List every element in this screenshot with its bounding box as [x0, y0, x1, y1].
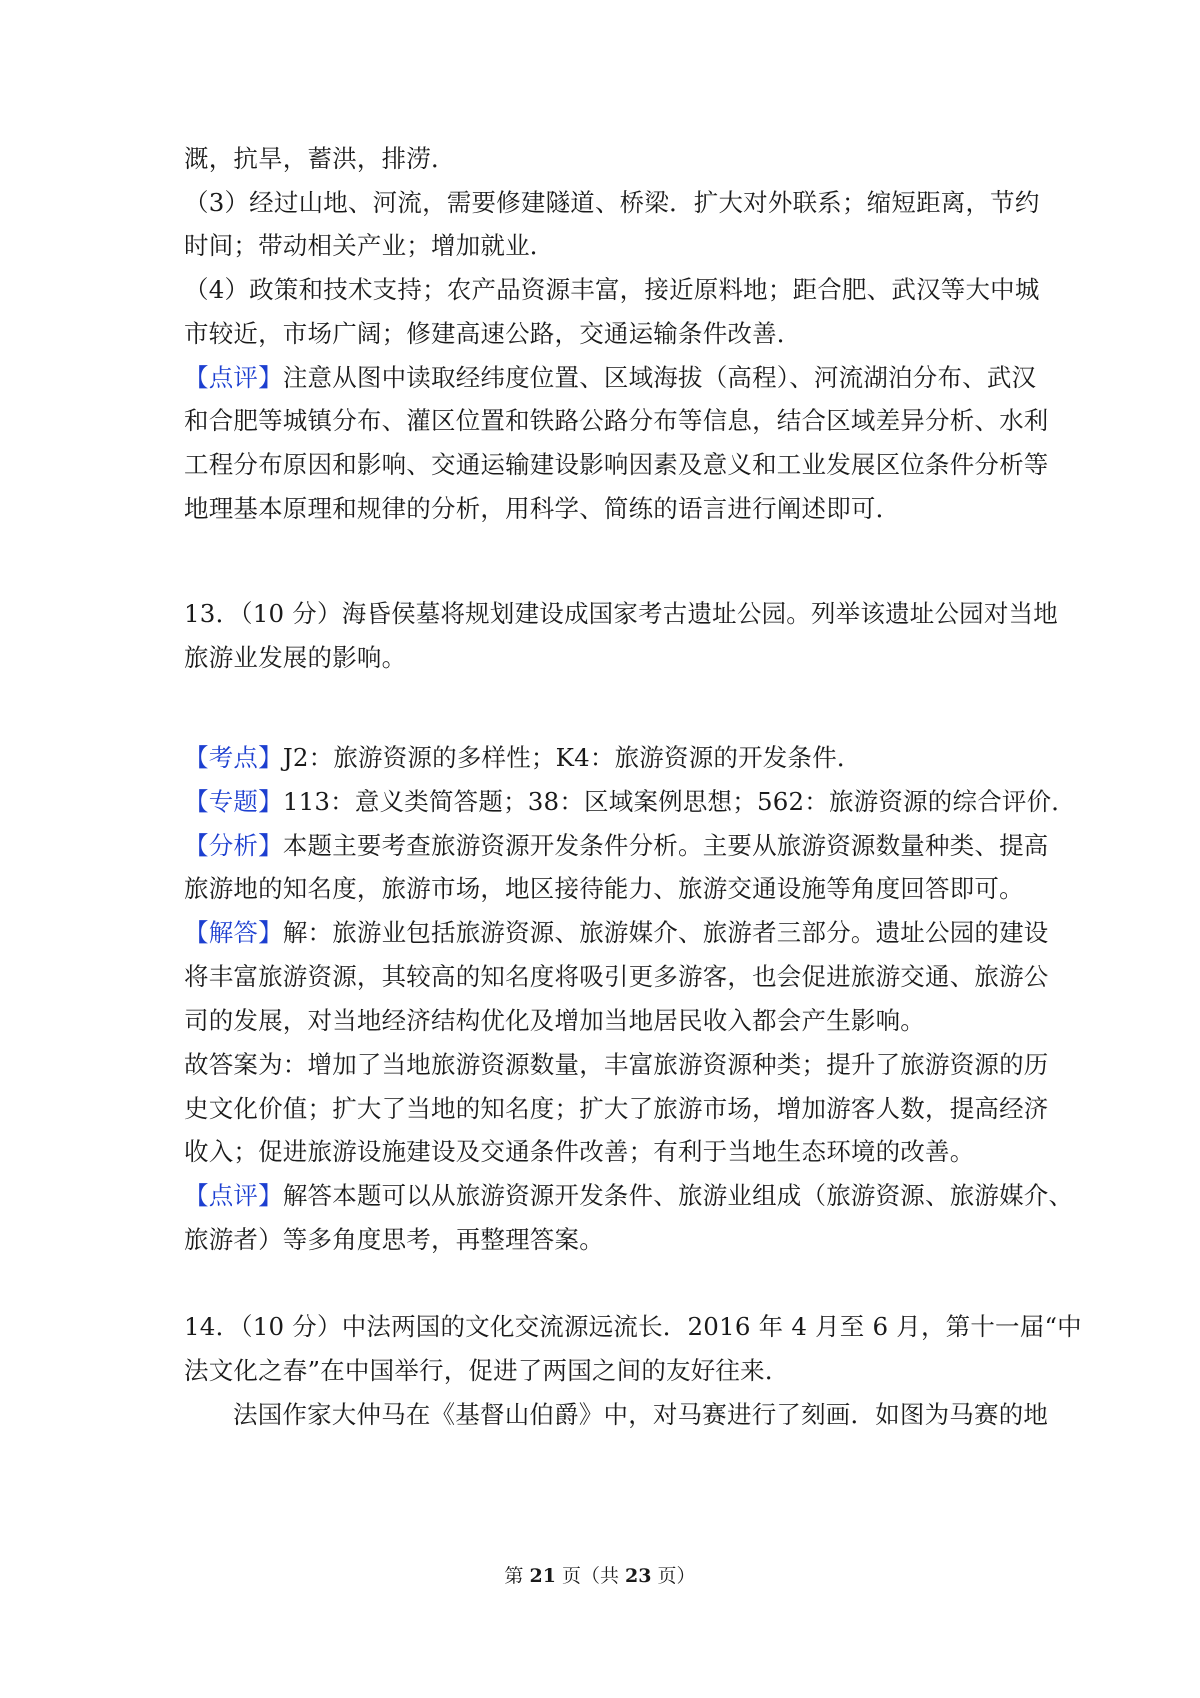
text-line: 市较近，市场广阔；修建高速公路，交通运输条件改善． — [184, 319, 802, 348]
page-footer — [0, 1563, 1200, 1589]
text-line: 旅游者）等多角度思考，再整理答案。 — [184, 1225, 604, 1254]
text-line: 时间；带动相关产业；增加就业． — [184, 231, 555, 260]
text-line: 工程分布原因和影响、交通运输建设影响因素及意义和工业发展区位条件分析等 — [184, 450, 1049, 479]
question-14-line: 法文化之春”在中国举行，促进了两国之间的友好往来． — [184, 1356, 790, 1385]
kaodian-line — [184, 741, 1034, 775]
text-line: 地理基本原理和规律的分析，用科学、简练的语言进行阐述即可． — [184, 494, 901, 523]
text-line: 溉，抗旱，蓄洪，排涝． — [184, 144, 456, 173]
footer-prefix: 第 — [504, 1565, 524, 1587]
footer-total-pages: 23 — [625, 1565, 652, 1587]
answer-line: 收入；促进旅游设施建设及交通条件改善；有利于当地生态环境的改善。 — [184, 1137, 975, 1166]
answer-line: 故答案为：增加了当地旅游资源数量，丰富旅游资源种类；提升了旅游资源的历 — [184, 1050, 1049, 1079]
text-line: （3）经过山地、河流，需要修建隧道、桥梁．扩大对外联系；缩短距离，节约 — [184, 188, 1040, 217]
fenxi-text: 本题主要考查旅游资源开发条件分析。主要从旅游资源数量种类、提高 — [282, 831, 1049, 860]
dianping-text: 解答本题可以从旅游资源开发条件、旅游业组成（旅游资源、旅游媒介、 — [282, 1181, 1074, 1210]
footer-middle: 页（共 — [561, 1565, 619, 1587]
zhuanti-line — [184, 785, 1077, 819]
dianping-tag: 【点评】 — [184, 1181, 283, 1210]
text-line: 司的发展，对当地经济结构优化及增加当地居民收入都会产生影响。 — [184, 1006, 925, 1035]
comment-line — [184, 361, 1037, 395]
dianping-line — [184, 1179, 1074, 1213]
zhuanti-text: 113：意义类简答题；38：区域案例思想；562：旅游资源的综合评价． — [282, 787, 1077, 816]
jieda-tag: 【解答】 — [184, 918, 283, 947]
question-14-line: 法国作家大仲马在《基督山伯爵》中，对马赛进行了刻画．如图为马赛的地 — [233, 1400, 1049, 1429]
comment-text: 注意从图中读取经纬度位置、区域海拔（高程）、河流湖泊分布、武汉 — [282, 363, 1037, 392]
fenxi-line — [184, 829, 1049, 863]
question-14-line: 14．（10 分）中法两国的文化交流源远流长．2016 年 4 月至 6 月，第十一届“中 — [184, 1312, 1082, 1341]
text-line: 将丰富旅游资源，其较高的知名度将吸引更多游客，也会促进旅游交通、旅游公 — [184, 962, 1049, 991]
comment-tag: 【点评】 — [184, 363, 283, 392]
text-line: 和合肥等城镇分布、灌区位置和铁路公路分布等信息，结合区域差异分析、水利 — [184, 406, 1049, 435]
kaodian-text: J2：旅游资源的多样性；K4：旅游资源的开发条件． — [282, 743, 862, 772]
footer-suffix: 页） — [657, 1565, 696, 1587]
footer-page-number: 21 — [529, 1565, 556, 1587]
question-13-line: 13．（10 分）海昏侯墓将规划建设成国家考古遗址公园。列举该遗址公园对当地 — [184, 599, 1058, 628]
jieda-text: 解：旅游业包括旅游资源、旅游媒介、旅游者三部分。遗址公园的建设 — [282, 918, 1049, 947]
text-line: （4）政策和技术支持；农产品资源丰富，接近原料地；距合肥、武汉等大中城 — [184, 275, 1040, 304]
fenxi-tag: 【分析】 — [184, 831, 283, 860]
question-13-line: 旅游业发展的影响。 — [184, 643, 407, 672]
jieda-line — [184, 916, 1049, 950]
zhuanti-tag: 【专题】 — [184, 787, 283, 816]
answer-line: 史文化价值；扩大了当地的知名度；扩大了旅游市场，增加游客人数，提高经济 — [184, 1094, 1049, 1123]
text-line: 旅游地的知名度，旅游市场，地区接待能力、旅游交通设施等角度回答即可。 — [184, 874, 1024, 903]
kaodian-tag: 【考点】 — [184, 743, 283, 772]
